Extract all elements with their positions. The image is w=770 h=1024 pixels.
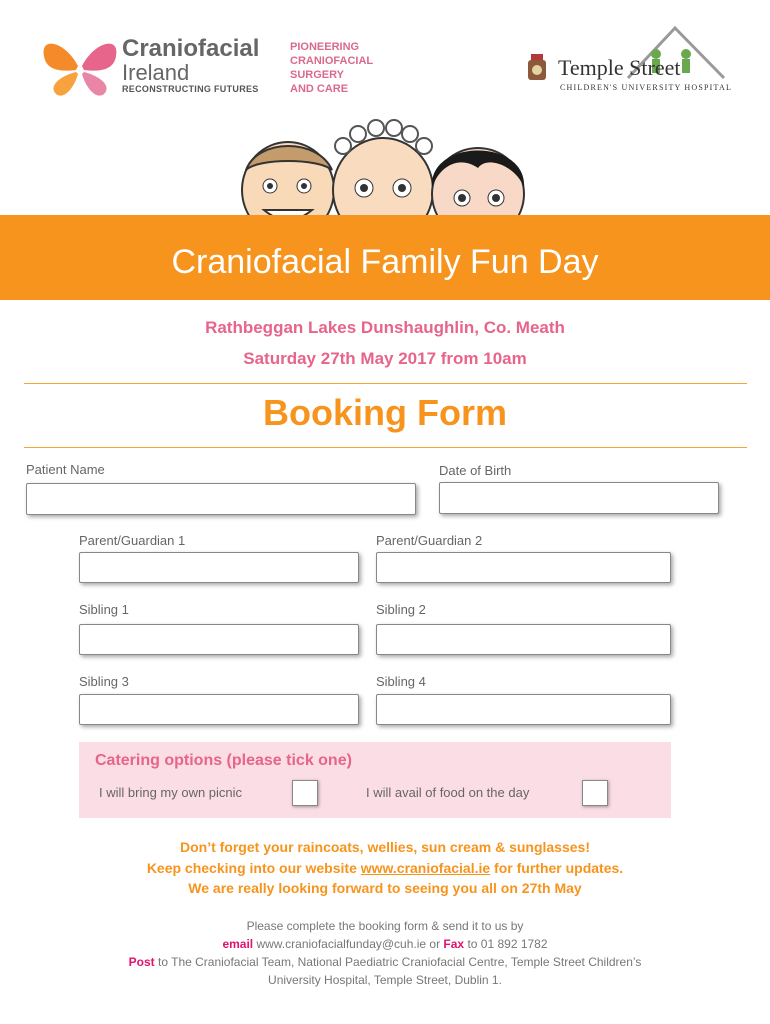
footer-line4: University Hospital, Temple Street, Dublin 1. — [268, 973, 502, 987]
hospital-name: Temple Street — [558, 55, 681, 80]
org-tagline: RECONSTRUCTING FUTURES — [122, 84, 259, 94]
hospital-subtitle: CHILDREN'S UNIVERSITY HOSPITAL — [560, 83, 733, 92]
crest-icon — [522, 52, 552, 88]
event-title: Craniofacial Family Fun Day — [171, 243, 599, 281]
sibling3-field[interactable] — [79, 694, 359, 725]
footer-line1: Please complete the booking form & send it to us by — [246, 919, 524, 933]
sibling2-field[interactable] — [376, 624, 671, 655]
website-link[interactable]: www.craniofacial.ie — [360, 860, 491, 876]
catering-option-picnic-label: I will bring my own picnic — [99, 785, 243, 800]
reminder-line2: Keep checking into our website www.craniofacial.ie for further updates. — [146, 860, 624, 876]
dob-field[interactable] — [439, 482, 719, 514]
dob-label: Date of Birth — [439, 463, 512, 478]
sibling1-field[interactable] — [79, 624, 359, 655]
parent1-label: Parent/Guardian 1 — [79, 533, 186, 548]
reminder-line3: We are really looking forward to seeing you all on 27th May — [188, 880, 582, 896]
event-date: Saturday 27th May 2017 from 10am — [243, 349, 527, 368]
org-name: Craniofacial — [122, 35, 260, 62]
reminder-line1: Don’t forget your raincoats, wellies, sun cream & sunglasses! — [179, 839, 590, 855]
sibling1-label: Sibling 1 — [79, 602, 129, 617]
catering-option-food-label: I will avail of food on the day — [366, 785, 530, 800]
sibling4-label: Sibling 4 — [376, 674, 426, 689]
divider-bottom — [24, 447, 747, 448]
sibling4-field[interactable] — [376, 694, 671, 725]
event-venue: Rathbeggan Lakes Dunshaughlin, Co. Meath — [205, 318, 565, 337]
parent2-label: Parent/Guardian 2 — [376, 533, 483, 548]
butterfly-logo-icon — [40, 36, 120, 98]
divider-top — [24, 383, 747, 384]
pioneering-text: PIONEERING CRANIOFACIAL SURGERY AND CARE — [290, 41, 374, 95]
sibling2-label: Sibling 2 — [376, 602, 426, 617]
patient-name-label: Patient Name — [26, 462, 105, 477]
patient-name-field[interactable] — [26, 483, 416, 515]
form-title: Booking Form — [263, 392, 507, 433]
food-checkbox[interactable] — [582, 780, 608, 806]
sibling3-label: Sibling 3 — [79, 674, 129, 689]
footer-line2: email www.craniofacialfunday@cuh.ie or Fax to 01 892 1782 — [222, 937, 548, 951]
catering-title: Catering options (please tick one) — [95, 752, 352, 769]
org-sub: Ireland — [122, 60, 190, 85]
parent2-field[interactable] — [376, 552, 671, 583]
picnic-checkbox[interactable] — [292, 780, 318, 806]
footer-line3: Post to The Craniofacial Team, National Paediatric Craniofacial Centre, Temple Street Children’s — [128, 955, 642, 969]
parent1-field[interactable] — [79, 552, 359, 583]
